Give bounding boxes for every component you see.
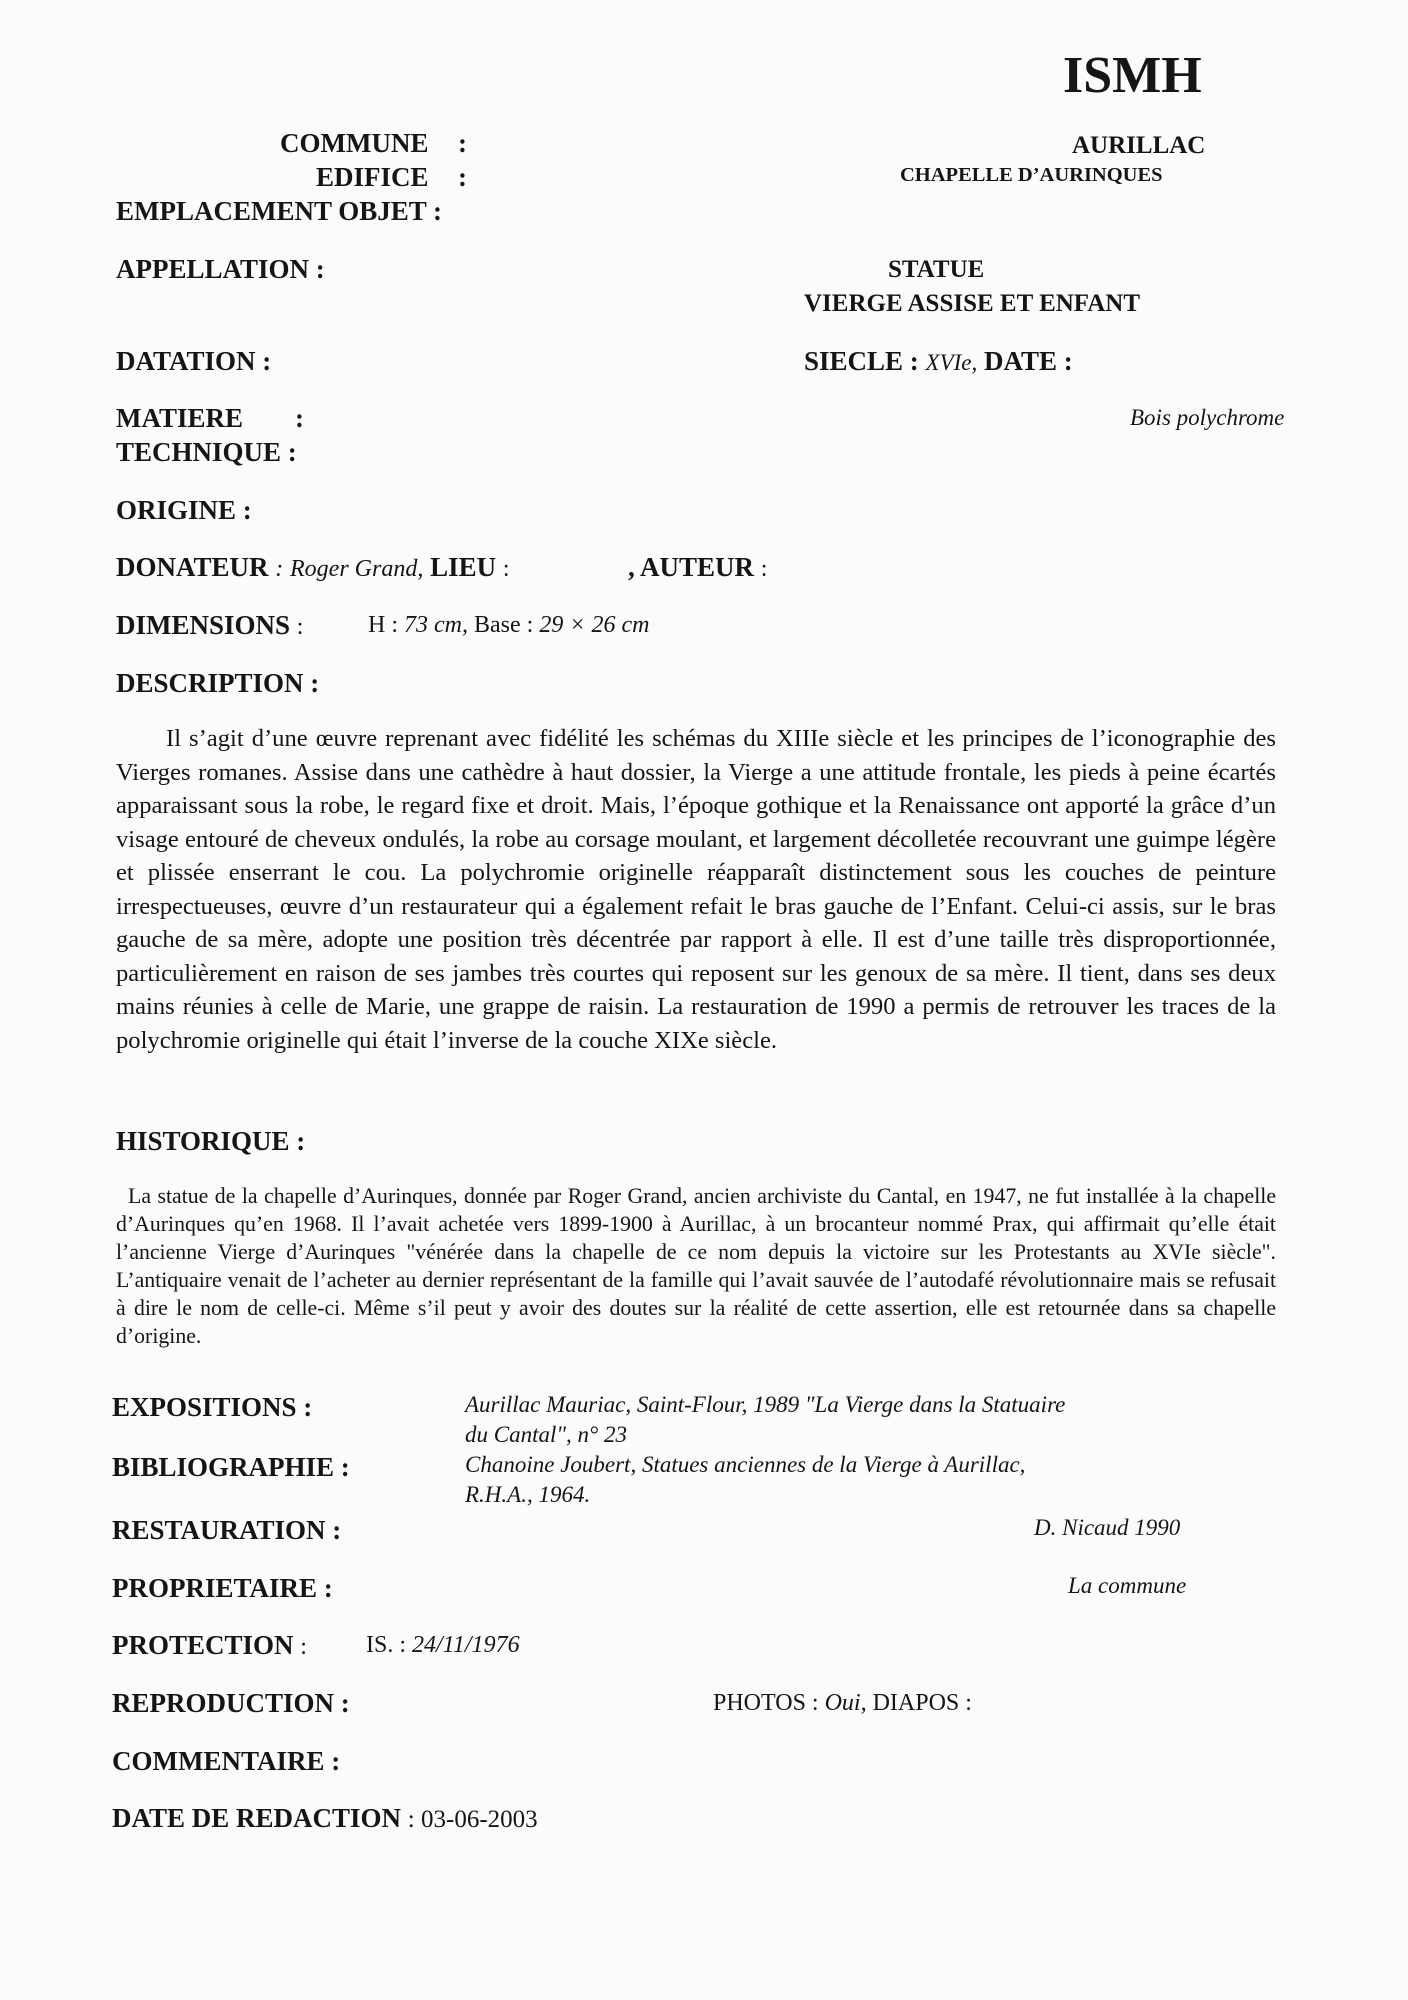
- siecle-value: XVIe,: [925, 350, 978, 375]
- siecle-line: [804, 346, 1073, 377]
- document-code: ISMH: [1063, 47, 1202, 104]
- proprietaire-label: PROPRIETAIRE :: [112, 1573, 333, 1603]
- edifice-value: CHAPELLE D’AURINQUES: [900, 164, 1163, 186]
- siecle-label: SIECLE :: [804, 346, 919, 376]
- protection-line: [112, 1630, 307, 1661]
- date-label: DATE :: [984, 346, 1073, 376]
- dim-h-label: H :: [368, 612, 398, 638]
- datation-label: DATATION :: [116, 346, 272, 376]
- photos-line: [713, 1690, 972, 1717]
- dimensions-label: DIMENSIONS: [116, 610, 291, 640]
- dimensions-sep: :: [296, 614, 304, 640]
- donateur-value: Roger Grand,: [290, 556, 424, 582]
- description-text: [116, 722, 1276, 1057]
- protection-sep: :: [300, 1634, 307, 1660]
- dimensions-line: [116, 610, 303, 641]
- edifice-colon: :: [458, 162, 467, 192]
- dimensions-value: [368, 612, 650, 639]
- appellation-value-1: STATUE: [888, 256, 985, 283]
- appellation-value-2: VIERGE ASSISE ET ENFANT: [804, 290, 1140, 317]
- commune-label: COMMUNE: [280, 128, 429, 158]
- restauration-label: RESTAURATION :: [112, 1515, 342, 1545]
- edifice-label: EDIFICE: [316, 162, 429, 192]
- expositions-value-2: du Cantal", n° 23: [465, 1422, 627, 1447]
- reproduction-label: REPRODUCTION :: [112, 1688, 350, 1718]
- historique-text: [116, 1182, 1276, 1350]
- protection-label: PROTECTION: [112, 1630, 294, 1660]
- protection-value-group: [366, 1632, 520, 1659]
- date-redaction-label: DATE DE REDACTION: [112, 1803, 402, 1833]
- expositions-value-1: Aurillac Mauriac, Saint-Flour, 1989 "La Vierge dans la Statuaire: [465, 1392, 1066, 1417]
- protection-value: 24/11/1976: [412, 1632, 520, 1658]
- commune-colon: :: [458, 128, 467, 158]
- bibliographie-label: BIBLIOGRAPHIE :: [112, 1452, 350, 1482]
- donateur-line: [116, 552, 510, 583]
- photos-label: PHOTOS :: [713, 1690, 819, 1716]
- expositions-label: EXPOSITIONS :: [112, 1392, 313, 1422]
- lieu-label: LIEU: [430, 552, 497, 582]
- donateur-sep: :: [275, 556, 284, 582]
- historique-paragraph: La statue de la chapelle d’Aurinques, donnée par Roger Grand, ancien archiviste du Cantal, en 1947, ne fut installée à la chapelle d’Aurinques qu’en 1968. Il l’avait achetée vers 1899-1900 à Aurillac, à un brocanteur nommé Prax, qui affirmait qu’elle était l’ancienne Vierge d’Aurinques "vénérée dans la chapelle de ce nom depuis la victoire sur les Protestants au XVIe siècle". L’antiquaire venait de l’acheter au dernier représentant de la famille qui l’avait sauvée de l’autodafé révolutionnaire mais se refusait à dire le nom de celle-ci. Même s’il peut y avoir des doutes sur la réalité de cette assertion, elle est retournée dans sa chapelle d’origine.: [116, 1184, 1276, 1348]
- lieu-sep: :: [502, 556, 510, 582]
- appellation-label: APPELLATION :: [116, 254, 325, 284]
- matiere-label: MATIERE: [116, 403, 244, 433]
- proprietaire-value: La commune: [1068, 1573, 1187, 1598]
- dim-base-label: Base :: [473, 612, 534, 638]
- protection-is: IS. :: [366, 1632, 407, 1658]
- origine-label: ORIGINE :: [116, 495, 252, 525]
- commentaire-label: COMMENTAIRE :: [112, 1746, 341, 1776]
- description-label: DESCRIPTION :: [116, 668, 320, 698]
- date-redaction-value: : 03-06-2003: [407, 1806, 538, 1833]
- photos-value: Oui,: [824, 1690, 867, 1716]
- emplacement-label: EMPLACEMENT OBJET :: [116, 196, 443, 226]
- auteur-group: [628, 552, 767, 583]
- commune-value: AURILLAC: [1072, 132, 1206, 159]
- matiere-colon: :: [295, 403, 304, 433]
- diapos-label: DIAPOS :: [872, 1690, 972, 1716]
- dim-base-value: 29 × 26 cm: [539, 612, 650, 638]
- dim-h-value: 73 cm,: [404, 612, 468, 638]
- description-paragraph: Il s’agit d’une œuvre reprenant avec fidélité les schémas du XIIIe siècle et les principes de l’iconographie des Vierges romanes. Assise dans une cathèdre à haut dossier, la Vierge a une attitude frontale, les pieds à peine écartés apparaissant sous la robe, le regard fixe et droit. Mais, l’époque gothique et la Renaissance ont apporté la grâce d’un visage entouré de cheveux ondulés, la robe au corsage moulant, et largement décolletée recouvrant une guimpe légère et plissée enserrant le cou. La polychromie originelle réapparaît distinctement sous les couches de peinture irrespectueuses, œuvre d’un restaurateur qui a également refait le bras gauche de l’Enfant. Celui-ci assis, sur le bras gauche de sa mère, adopte une position très décentrée par rapport à elle. Il est d’une taille très disproportionnée, particulièrement en raison de ses jambes très courtes qui reposent sur les genoux de sa mère. Il tient, dans ses deux mains réunies à celle de Marie, une grappe de raisin. La restauration de 1990 a permis de retrouver les traces de la polychromie originelle qui était l’inverse de la couche XIXe siècle.: [116, 725, 1276, 1054]
- restauration-value: D. Nicaud 1990: [1034, 1515, 1181, 1540]
- auteur-sep: :: [760, 556, 768, 582]
- bibliographie-value-2: R.H.A., 1964.: [465, 1482, 591, 1507]
- date-redaction-line: [112, 1803, 538, 1834]
- bibliographie-value-1: Chanoine Joubert, Statues anciennes de la Vierge à Aurillac,: [465, 1452, 1026, 1477]
- donateur-label: DONATEUR: [116, 552, 269, 582]
- auteur-label: , AUTEUR: [628, 552, 755, 582]
- technique-label: TECHNIQUE :: [116, 437, 297, 467]
- matiere-value: Bois polychrome: [1130, 405, 1285, 430]
- historique-label: HISTORIQUE :: [116, 1126, 306, 1156]
